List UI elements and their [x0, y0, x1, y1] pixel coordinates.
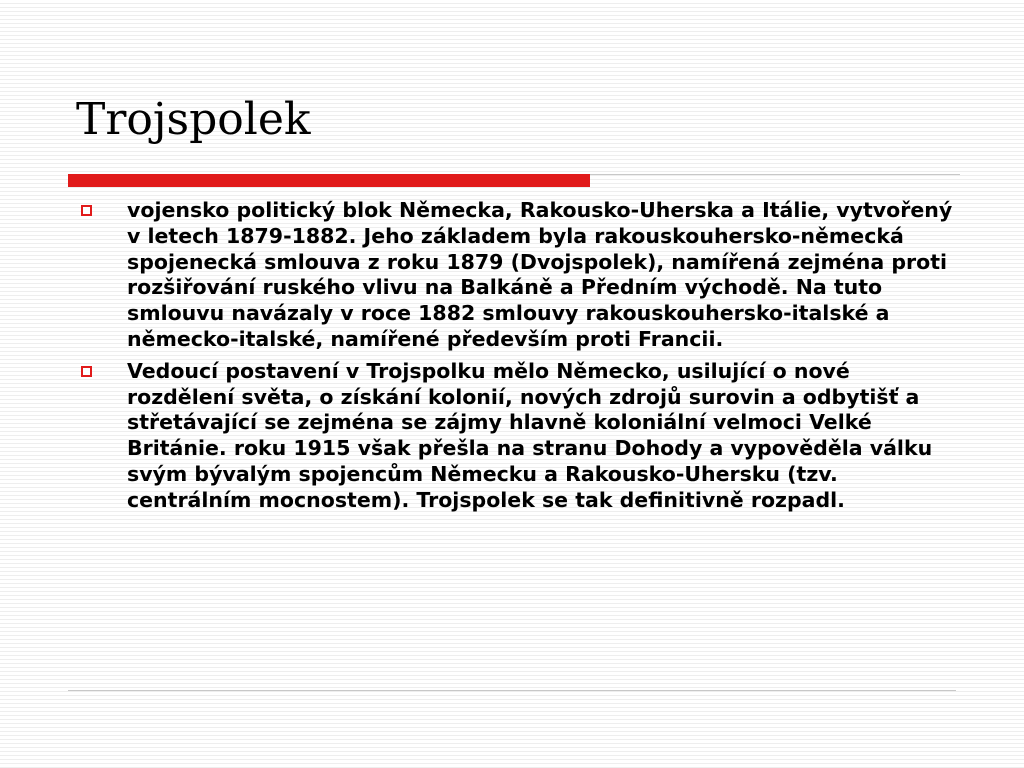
title-underline-accent-bar	[68, 174, 590, 187]
hollow-square-bullet-icon	[81, 366, 92, 377]
footer-divider	[68, 690, 956, 691]
bullet-item	[76, 198, 956, 353]
hollow-square-bullet-icon	[81, 205, 92, 216]
bullet-item	[76, 359, 956, 514]
title-underline	[68, 174, 960, 187]
bullet-text: vojensko politický blok Německa, Rakousko-Uherska a Itálie, vytvořený v letech 1879-1882. Jeho základem byla rakouskouhersko-německá spojenecká smlouva z roku 1879 (Dvojspolek), namířená zejména proti rozšiřování ruského vlivu na Balkáně a Předním východě. Na tuto smlouvu navázaly v roce 1882 smlouvy rakouskouhersko-italské a německo-italské, namířené především proti Francii.	[127, 198, 953, 351]
title-underline-thin-line	[590, 174, 960, 175]
slide-title: Trojspolek	[76, 94, 311, 145]
bullet-text: Vedoucí postavení v Trojspolku mělo Německo, usilující o nové rozdělení světa, o získání kolonií, nových zdrojů surovin a odbytišť a střetávající se zejména se zájmy hlavně koloniální velmoci Velké Británie. roku 1915 však přešla na stranu Dohody a vypověděla válku svým bývalým spojencům Německu a Rakousko-Uhersku (tzv. centrálním mocnostem). Trojspolek se tak definitivně rozpadl.	[127, 358, 933, 512]
bullet-list	[76, 198, 956, 520]
